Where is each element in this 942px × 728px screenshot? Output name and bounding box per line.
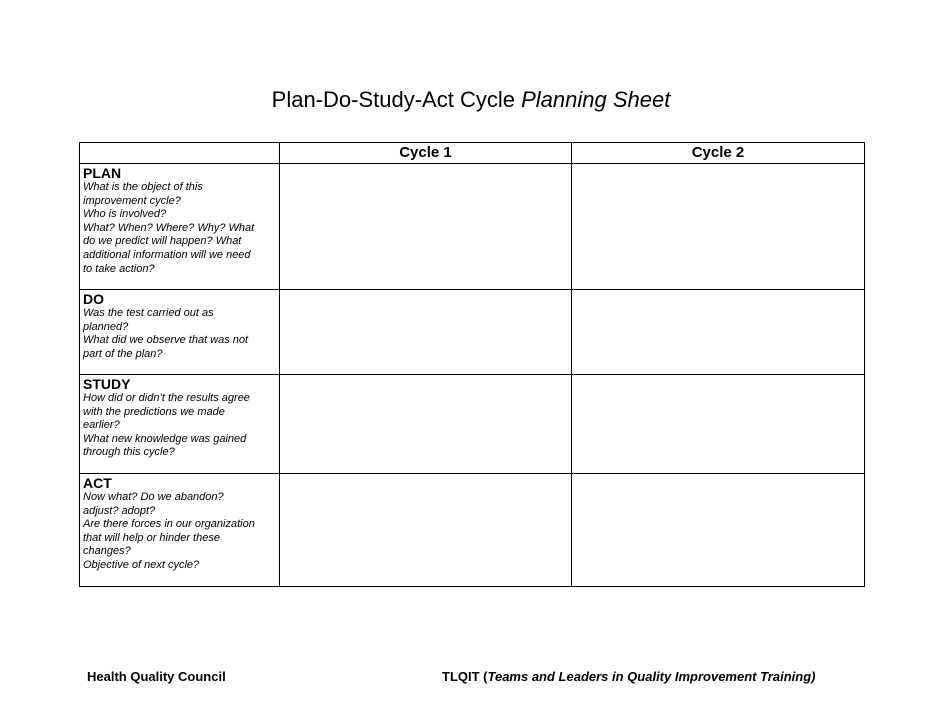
question-line: Objective of next cycle? (83, 558, 200, 571)
question-line: changes? (83, 545, 131, 558)
question-line: do we predict will happen? What (83, 235, 242, 248)
question-line: that will help or hinder these (83, 531, 220, 544)
footer-program-prefix: TLQIT ( (442, 669, 488, 684)
study-label-cell (80, 375, 280, 474)
step-questions (83, 181, 275, 276)
footer-organization: Health Quality Council (87, 669, 226, 684)
header-empty-cell (80, 143, 280, 164)
question-line: Now what? Do we abandon? (83, 491, 224, 503)
question-line: part of the plan? (83, 347, 163, 360)
question-line: earlier? (83, 419, 120, 432)
question-line: with the predictions we made (83, 405, 225, 418)
step-questions (83, 392, 275, 460)
row-study (80, 375, 865, 474)
question-line: Was the test carried out as (83, 307, 214, 319)
header-cycle-1: Cycle 1 (280, 143, 572, 164)
plan-cycle-2-cell[interactable] (572, 164, 865, 290)
act-cycle-2-cell[interactable] (572, 474, 865, 587)
step-label: DO (83, 291, 104, 307)
footer-program-italic: Teams and Leaders in Quality Improvement Training) (487, 669, 816, 684)
header-row (80, 143, 865, 164)
question-line: How did or didn’t the results agree (83, 392, 250, 404)
footer-program (442, 669, 815, 684)
do-cycle-2-cell[interactable] (572, 290, 865, 375)
plan-label-cell (80, 164, 280, 290)
planning-table (79, 142, 865, 587)
do-label-cell (80, 290, 280, 375)
question-line: What did we observe that was not (83, 334, 249, 347)
question-line: What new knowledge was gained (83, 432, 247, 445)
question-line: adjust? adopt? (83, 504, 156, 517)
act-label-cell (80, 474, 280, 587)
step-label: PLAN (83, 165, 122, 181)
row-act (80, 474, 865, 587)
title-main: Plan-Do-Study-Act Cycle (271, 87, 515, 112)
do-cycle-1-cell[interactable] (280, 290, 572, 375)
row-plan (80, 164, 865, 290)
step-label: STUDY (83, 376, 131, 392)
header-cycle-2: Cycle 2 (572, 143, 865, 164)
question-line: What is the object of this (83, 181, 203, 193)
act-cycle-1-cell[interactable] (280, 474, 572, 587)
question-line: Are there forces in our organization (83, 518, 255, 531)
question-line: Who is involved? (83, 208, 167, 221)
study-cycle-2-cell[interactable] (572, 375, 865, 474)
row-do (80, 290, 865, 375)
plan-cycle-1-cell[interactable] (280, 164, 572, 290)
page-title (0, 87, 942, 113)
step-label: ACT (83, 475, 112, 491)
step-questions (83, 491, 275, 573)
title-italic: Planning Sheet (521, 87, 671, 112)
question-line: through this cycle? (83, 446, 175, 459)
study-cycle-1-cell[interactable] (280, 375, 572, 474)
question-line: What? When? Where? Why? What (83, 221, 255, 234)
step-questions (83, 307, 275, 361)
question-line: improvement cycle? (83, 194, 181, 207)
question-line: planned? (83, 320, 129, 333)
question-line: to take action? (83, 262, 155, 275)
question-line: additional information will we need (83, 248, 251, 261)
